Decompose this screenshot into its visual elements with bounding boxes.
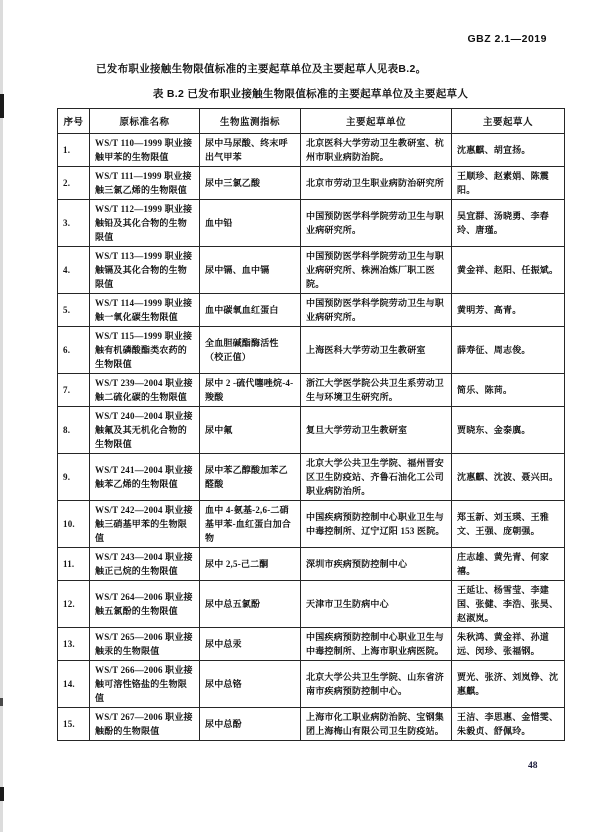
cell-standard-name: WS/T 112—1999 职业接触铅及其化合物的生物限值 xyxy=(90,200,200,247)
cell-standard-name: WS/T 265—2006 职业接触汞的生物限值 xyxy=(90,628,200,661)
cell-indicator: 尿中 2,5-己二酮 xyxy=(200,548,301,581)
cell-drafters: 王洁、李思惠、金惜雯、朱毅贞、舒佩玲。 xyxy=(452,708,565,741)
table-row xyxy=(58,200,565,247)
cell-indicator: 尿中总五氯酚 xyxy=(200,581,301,628)
cell-org: 中国疾病预防控制中心职业卫生与中毒控制所、上海市职业病医院。 xyxy=(301,628,452,661)
cell-org: 中国预防医学科学院劳动卫生与职业病研究所、株洲冶炼厂职工医院。 xyxy=(301,247,452,294)
cell-org: 北京市劳动卫生职业病防治研究所 xyxy=(301,167,452,200)
cell-indicator: 血中碳氧血红蛋白 xyxy=(200,294,301,327)
cell-org: 复旦大学劳动卫生教研室 xyxy=(301,407,452,454)
cell-standard-name: WS/T 114—1999 职业接触一氧化碳生物限值 xyxy=(90,294,200,327)
cell-no: 4. xyxy=(58,247,90,294)
cell-org: 北京大学公共卫生学院、山东省济南市疾病预防控制中心。 xyxy=(301,661,452,708)
table-row xyxy=(58,454,565,501)
cell-standard-name: WS/T 242—2004 职业接触三硝基甲苯的生物限值 xyxy=(90,501,200,548)
cell-indicator: 血中 4-氨基-2,6-二硝基甲苯-血红蛋白加合物 xyxy=(200,501,301,548)
cell-standard-name: WS/T 111—1999 职业接触三氯乙烯的生物限值 xyxy=(90,167,200,200)
table-header-row xyxy=(58,109,565,134)
cell-drafters: 朱秋鸿、黄金祥、孙道远、闵珍、张福钢。 xyxy=(452,628,565,661)
cell-org: 北京医科大学劳动卫生教研室、杭州市职业病防治院。 xyxy=(301,134,452,167)
cell-no: 9. xyxy=(58,454,90,501)
cell-standard-name: WS/T 110—1999 职业接触甲苯的生物限值 xyxy=(90,134,200,167)
cell-standard-name: WS/T 240—2004 职业接触氟及其无机化合物的生物限值 xyxy=(90,407,200,454)
cell-drafters: 贾光、张济、刘岚铮、沈惠麒。 xyxy=(452,661,565,708)
table-title: 表 B.2 已发布职业接触生物限值标准的主要起草单位及主要起草人 xyxy=(152,88,469,100)
scan-artifact xyxy=(0,787,4,801)
cell-no: 6. xyxy=(58,327,90,374)
cell-standard-name: WS/T 264—2006 职业接触五氯酚的生物限值 xyxy=(90,581,200,628)
table-row xyxy=(58,661,565,708)
cell-standard-name: WS/T 241—2004 职业接触苯乙烯的生物限值 xyxy=(90,454,200,501)
intro-paragraph: 已发布职业接触生物限值标准的主要起草单位及主要起草人见表B.2。 xyxy=(96,63,427,75)
cell-standard-name: WS/T 266—2006 职业接触可溶性铬盐的生物限值 xyxy=(90,661,200,708)
cell-indicator: 尿中氟 xyxy=(200,407,301,454)
cell-no: 14. xyxy=(58,661,90,708)
cell-no: 8. xyxy=(58,407,90,454)
cell-org: 浙江大学医学院公共卫生系劳动卫生与环境卫生研究所。 xyxy=(301,374,452,407)
cell-no: 3. xyxy=(58,200,90,247)
cell-org: 中国疾病预防控制中心职业卫生与中毒控制所、辽宁辽阳 153 医院。 xyxy=(301,501,452,548)
header-cell-no: 序号 xyxy=(58,109,90,134)
cell-drafters: 薛寿征、周志俊。 xyxy=(452,327,565,374)
table-row xyxy=(58,167,565,200)
scan-artifact xyxy=(0,94,4,118)
cell-standard-name: WS/T 239—2004 职业接触二硫化碳的生物限值 xyxy=(90,374,200,407)
cell-org: 深圳市疾病预防控制中心 xyxy=(301,548,452,581)
cell-org: 中国预防医学科学院劳动卫生与职业病研究所。 xyxy=(301,200,452,247)
cell-indicator: 全血胆碱酯酶活性（校正值） xyxy=(200,327,301,374)
cell-drafters: 王延让、杨雪莹、李建国、张健、李浩、张昊、赵淑岚。 xyxy=(452,581,565,628)
cell-indicator: 血中铅 xyxy=(200,200,301,247)
cell-drafters: 简乐、陈苘。 xyxy=(452,374,565,407)
scan-artifact xyxy=(0,698,3,706)
cell-standard-name: WS/T 243—2004 职业接触正己烷的生物限值 xyxy=(90,548,200,581)
cell-org: 天津市卫生防病中心 xyxy=(301,581,452,628)
cell-drafters: 黄金祥、赵阳、任振斌。 xyxy=(452,247,565,294)
cell-no: 13. xyxy=(58,628,90,661)
cell-indicator: 尿中镉、血中镉 xyxy=(200,247,301,294)
table-row xyxy=(58,407,565,454)
scan-edge-strip xyxy=(0,0,3,832)
cell-indicator: 尿中 2 -硫代噻唑烷-4-羧酸 xyxy=(200,374,301,407)
cell-org: 北京大学公共卫生学院、福州晋安区卫生防疫站、齐鲁石油化工公司职业病防治所。 xyxy=(301,454,452,501)
header-cell-org: 主要起草单位 xyxy=(301,109,452,134)
cell-drafters: 沈惠麒、胡宣扬。 xyxy=(452,134,565,167)
table-row xyxy=(58,628,565,661)
cell-no: 2. xyxy=(58,167,90,200)
header-cell-indicator: 生物监测指标 xyxy=(200,109,301,134)
cell-drafters: 贾晓东、金泰廙。 xyxy=(452,407,565,454)
table-row xyxy=(58,708,565,741)
cell-indicator: 尿中三氯乙酸 xyxy=(200,167,301,200)
document-code: GBZ 2.1—2019 xyxy=(467,33,547,45)
cell-standard-name: WS/T 115—1999 职业接触有机磷酸酯类农药的生物限值 xyxy=(90,327,200,374)
cell-indicator: 尿中总酚 xyxy=(200,708,301,741)
table-row xyxy=(58,327,565,374)
table-row xyxy=(58,247,565,294)
cell-indicator: 尿中苯乙醇酸加苯乙醛酸 xyxy=(200,454,301,501)
header-cell-standard: 原标准名称 xyxy=(90,109,200,134)
cell-no: 15. xyxy=(58,708,90,741)
table-row xyxy=(58,548,565,581)
page-number: 48 xyxy=(528,761,538,771)
cell-standard-name: WS/T 113—1999 职业接触镉及其化合物的生物限值 xyxy=(90,247,200,294)
header-cell-drafters: 主要起草人 xyxy=(452,109,565,134)
cell-indicator: 尿中总铬 xyxy=(200,661,301,708)
table-row xyxy=(58,581,565,628)
table-row xyxy=(58,374,565,407)
table-body xyxy=(58,134,565,741)
cell-drafters: 庄志雄、黄先青、何家禧。 xyxy=(452,548,565,581)
table-row xyxy=(58,294,565,327)
cell-no: 12. xyxy=(58,581,90,628)
table-header xyxy=(58,109,565,134)
cell-indicator: 尿中马尿酸、终末呼出气甲苯 xyxy=(200,134,301,167)
cell-drafters: 王顺珍、赵素娟、陈震阳。 xyxy=(452,167,565,200)
cell-no: 1. xyxy=(58,134,90,167)
cell-drafters: 郑玉新、刘玉瑛、王雅文、王强、庞朝强。 xyxy=(452,501,565,548)
table-row xyxy=(58,134,565,167)
cell-no: 11. xyxy=(58,548,90,581)
cell-drafters: 黄明芳、高青。 xyxy=(452,294,565,327)
cell-no: 7. xyxy=(58,374,90,407)
cell-no: 5. xyxy=(58,294,90,327)
cell-org: 中国预防医学科学院劳动卫生与职业病研究所。 xyxy=(301,294,452,327)
cell-org: 上海医科大学劳动卫生教研室 xyxy=(301,327,452,374)
cell-org: 上海市化工职业病防治院、宝钢集团上海梅山有限公司卫生防疫站。 xyxy=(301,708,452,741)
cell-no: 10. xyxy=(58,501,90,548)
cell-drafters: 吴宜群、汤晓勇、李春玲、唐瑾。 xyxy=(452,200,565,247)
cell-drafters: 沈惠麒、沈波、聂兴田。 xyxy=(452,454,565,501)
cell-standard-name: WS/T 267—2006 职业接触酚的生物限值 xyxy=(90,708,200,741)
cell-indicator: 尿中总汞 xyxy=(200,628,301,661)
drafters-table xyxy=(57,108,565,741)
table-row xyxy=(58,501,565,548)
